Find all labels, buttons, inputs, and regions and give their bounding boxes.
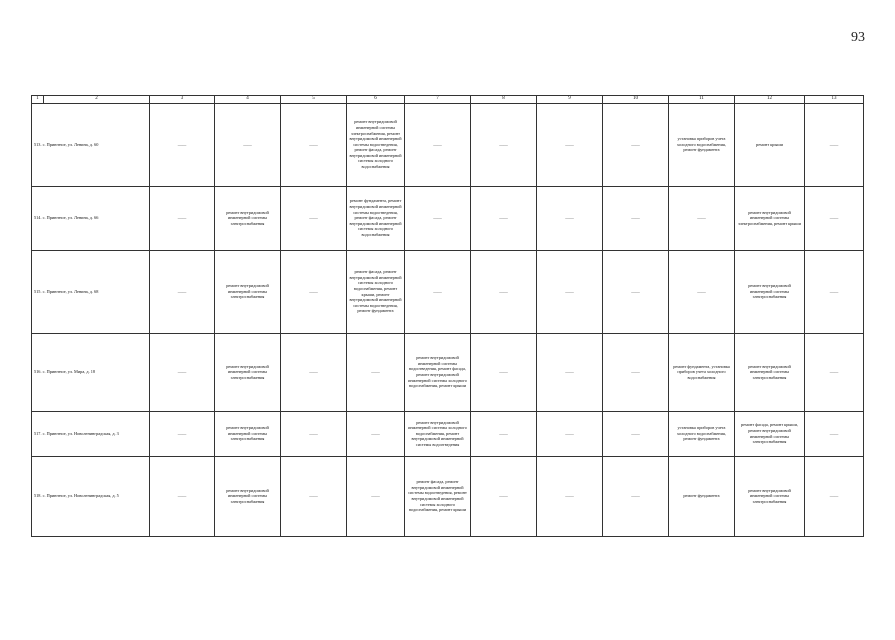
header-cell: 13 bbox=[805, 96, 864, 104]
row-number: 518. bbox=[34, 493, 42, 499]
header-cell: 6 bbox=[347, 96, 405, 104]
table-cell: —— bbox=[150, 186, 215, 250]
table-cell: —— bbox=[805, 333, 864, 411]
table-cell: —— bbox=[669, 250, 735, 333]
table-cell: —— bbox=[537, 333, 603, 411]
header-cell: 3 bbox=[150, 96, 215, 104]
row-number: 515. bbox=[34, 288, 42, 294]
table-cell: —— bbox=[405, 186, 471, 250]
page-number: 93 bbox=[851, 30, 865, 45]
table-cell: —— bbox=[471, 333, 537, 411]
header-cell: 7 bbox=[405, 96, 471, 104]
row-address: с. Приютное, ул. Ленина, д. 66 bbox=[42, 215, 99, 221]
table-cell: —— bbox=[281, 186, 347, 250]
header-cell: 2 bbox=[44, 96, 150, 104]
table-cell: ремонт внутридомовой инженерной системы электроснабжения bbox=[735, 250, 805, 333]
table-row bbox=[32, 250, 864, 333]
table-cell: —— bbox=[537, 456, 603, 536]
header-row bbox=[32, 96, 864, 104]
table-cell: —— bbox=[215, 103, 281, 186]
header-cell: 9 bbox=[537, 96, 603, 104]
table-cell: —— bbox=[805, 186, 864, 250]
address-cell bbox=[32, 250, 150, 333]
header-cell: 11 bbox=[669, 96, 735, 104]
table-cell: —— bbox=[805, 411, 864, 456]
table-row bbox=[32, 456, 864, 536]
table-cell: ремонт внутридомовой инженерной системы электроснабжения bbox=[215, 411, 281, 456]
row-address: с. Приютное, ул. Новоленинградская, д. 3 bbox=[42, 430, 119, 436]
row-address: с. Приютное, ул. Новоленинградская, д. 5 bbox=[42, 493, 119, 499]
header-cell: 10 bbox=[603, 96, 669, 104]
table-cell: —— bbox=[537, 250, 603, 333]
table-cell: —— bbox=[471, 456, 537, 536]
table-cell: —— bbox=[150, 411, 215, 456]
table-cell: —— bbox=[281, 250, 347, 333]
table-cell: —— bbox=[471, 250, 537, 333]
header-cell: 8 bbox=[471, 96, 537, 104]
table-cell: ремонт внутридомовой инженерной системы электроснабжения bbox=[215, 333, 281, 411]
table-cell: —— bbox=[603, 250, 669, 333]
address-cell bbox=[32, 456, 150, 536]
header-cell: 1 bbox=[32, 96, 44, 104]
header-cell: 4 bbox=[215, 96, 281, 104]
table-cell: —— bbox=[805, 250, 864, 333]
table-cell: —— bbox=[150, 250, 215, 333]
table-row bbox=[32, 333, 864, 411]
table-cell: ремонт внутридомовой инженерной системы электроснабжения bbox=[215, 250, 281, 333]
table-cell: —— bbox=[281, 103, 347, 186]
table-cell: ремонт фасада, ремонт крыши, ремонт внутридомовой инженерной системы электроснабжения bbox=[735, 411, 805, 456]
table-cell: ремонт фундамента, ремонт внутридомовой инженерной системы водоотведения, ремонт фасада, ремонт внутридомовой инженерной системы холодного водоснабжения bbox=[347, 186, 405, 250]
table-cell: —— bbox=[150, 333, 215, 411]
table-cell: —— bbox=[537, 103, 603, 186]
table-cell: ремонт внутридомовой инженерной системы электроснабжения bbox=[215, 456, 281, 536]
table-cell: ремонт внутридомовой инженерной системы электроснабжения, ремонт крыши bbox=[735, 186, 805, 250]
header-cell: 12 bbox=[735, 96, 805, 104]
table-row bbox=[32, 411, 864, 456]
table-cell: ремонт внутридомовой инженерной системы электроснабжения, ремонт внутридомовой инженерной системы водоотведения, ремонт фасада, ремонт внутридомовой инженерной системы холодного водоснабжения bbox=[347, 103, 405, 186]
table-cell: —— bbox=[347, 333, 405, 411]
table-cell: ремонт внутридомовой инженерной системы электроснабжения bbox=[735, 333, 805, 411]
table-cell: —— bbox=[405, 103, 471, 186]
table-cell: —— bbox=[805, 103, 864, 186]
row-address: с. Приютное, ул. Мира, д. 18 bbox=[42, 369, 96, 375]
table-cell: —— bbox=[471, 411, 537, 456]
address-cell bbox=[32, 411, 150, 456]
table-cell: —— bbox=[150, 456, 215, 536]
address-cell bbox=[32, 333, 150, 411]
table-cell: —— bbox=[669, 186, 735, 250]
table-cell: ремонт фасада, ремонт внутридомовой инженерной системы водоотведения, ремонт внутридомовой инженерной системы холодного водоснабжения, ремонт крыши bbox=[405, 456, 471, 536]
table-cell: —— bbox=[347, 411, 405, 456]
table-cell: ремонт крыши bbox=[735, 103, 805, 186]
table-row bbox=[32, 103, 864, 186]
row-number: 516. bbox=[34, 369, 42, 375]
table-cell: —— bbox=[405, 250, 471, 333]
row-number: 517. bbox=[34, 430, 42, 436]
table-cell: ремонт фасада, ремонт внутридомовой инженерной системы холодного водоснабжения, ремонт крыши, ремонт внутридомовой инженерной системы водоотведения, ремонт фундамента bbox=[347, 250, 405, 333]
address-cell bbox=[32, 186, 150, 250]
table-cell: —— bbox=[281, 333, 347, 411]
table-cell: —— bbox=[537, 186, 603, 250]
row-number: 513. bbox=[34, 141, 42, 147]
row-address: с. Приютное, ул. Ленина, д. 60 bbox=[42, 141, 99, 147]
table-cell: —— bbox=[805, 456, 864, 536]
table-cell: —— bbox=[150, 103, 215, 186]
table-cell: —— bbox=[603, 456, 669, 536]
table-cell: ремонт внутридомовой инженерной системы электроснабжения bbox=[215, 186, 281, 250]
table-cell: —— bbox=[281, 411, 347, 456]
table-cell: —— bbox=[347, 456, 405, 536]
table-cell: —— bbox=[281, 456, 347, 536]
address-cell bbox=[32, 103, 150, 186]
table-cell: ремонт внутридомовой инженерной системы электроснабжения bbox=[735, 456, 805, 536]
row-number: 514. bbox=[34, 215, 42, 221]
table-cell: ремонт фундамента bbox=[669, 456, 735, 536]
table-cell: ремонт фундамента, установка приборов учета холодного водоснабжения bbox=[669, 333, 735, 411]
table-cell: —— bbox=[603, 411, 669, 456]
table-cell: —— bbox=[603, 186, 669, 250]
table-cell: установка приборов учета холодного водоснабжения, ремонт фундамента bbox=[669, 411, 735, 456]
table-cell: установка приборов учета холодного водоснабжения, ремонт фундамента bbox=[669, 103, 735, 186]
table-cell: —— bbox=[603, 333, 669, 411]
table-cell: ремонт внутридомовой инженерной системы холодного водоснабжения, ремонт внутридомовой инженерной системы водоотведения bbox=[405, 411, 471, 456]
table-row bbox=[32, 186, 864, 250]
table-cell: ремонт внутридомовой инженерной системы водоотведения, ремонт фасада, ремонт внутридомовой инженерной системы холодного водоснабжения, ремонт крыши bbox=[405, 333, 471, 411]
table-cell: —— bbox=[603, 103, 669, 186]
table-cell: —— bbox=[537, 411, 603, 456]
row-address: с. Приютное, ул. Ленина, д. 68 bbox=[42, 288, 99, 294]
table-cell: —— bbox=[471, 186, 537, 250]
header-cell: 5 bbox=[281, 96, 347, 104]
repair-schedule-table bbox=[31, 95, 864, 537]
table-cell: —— bbox=[471, 103, 537, 186]
